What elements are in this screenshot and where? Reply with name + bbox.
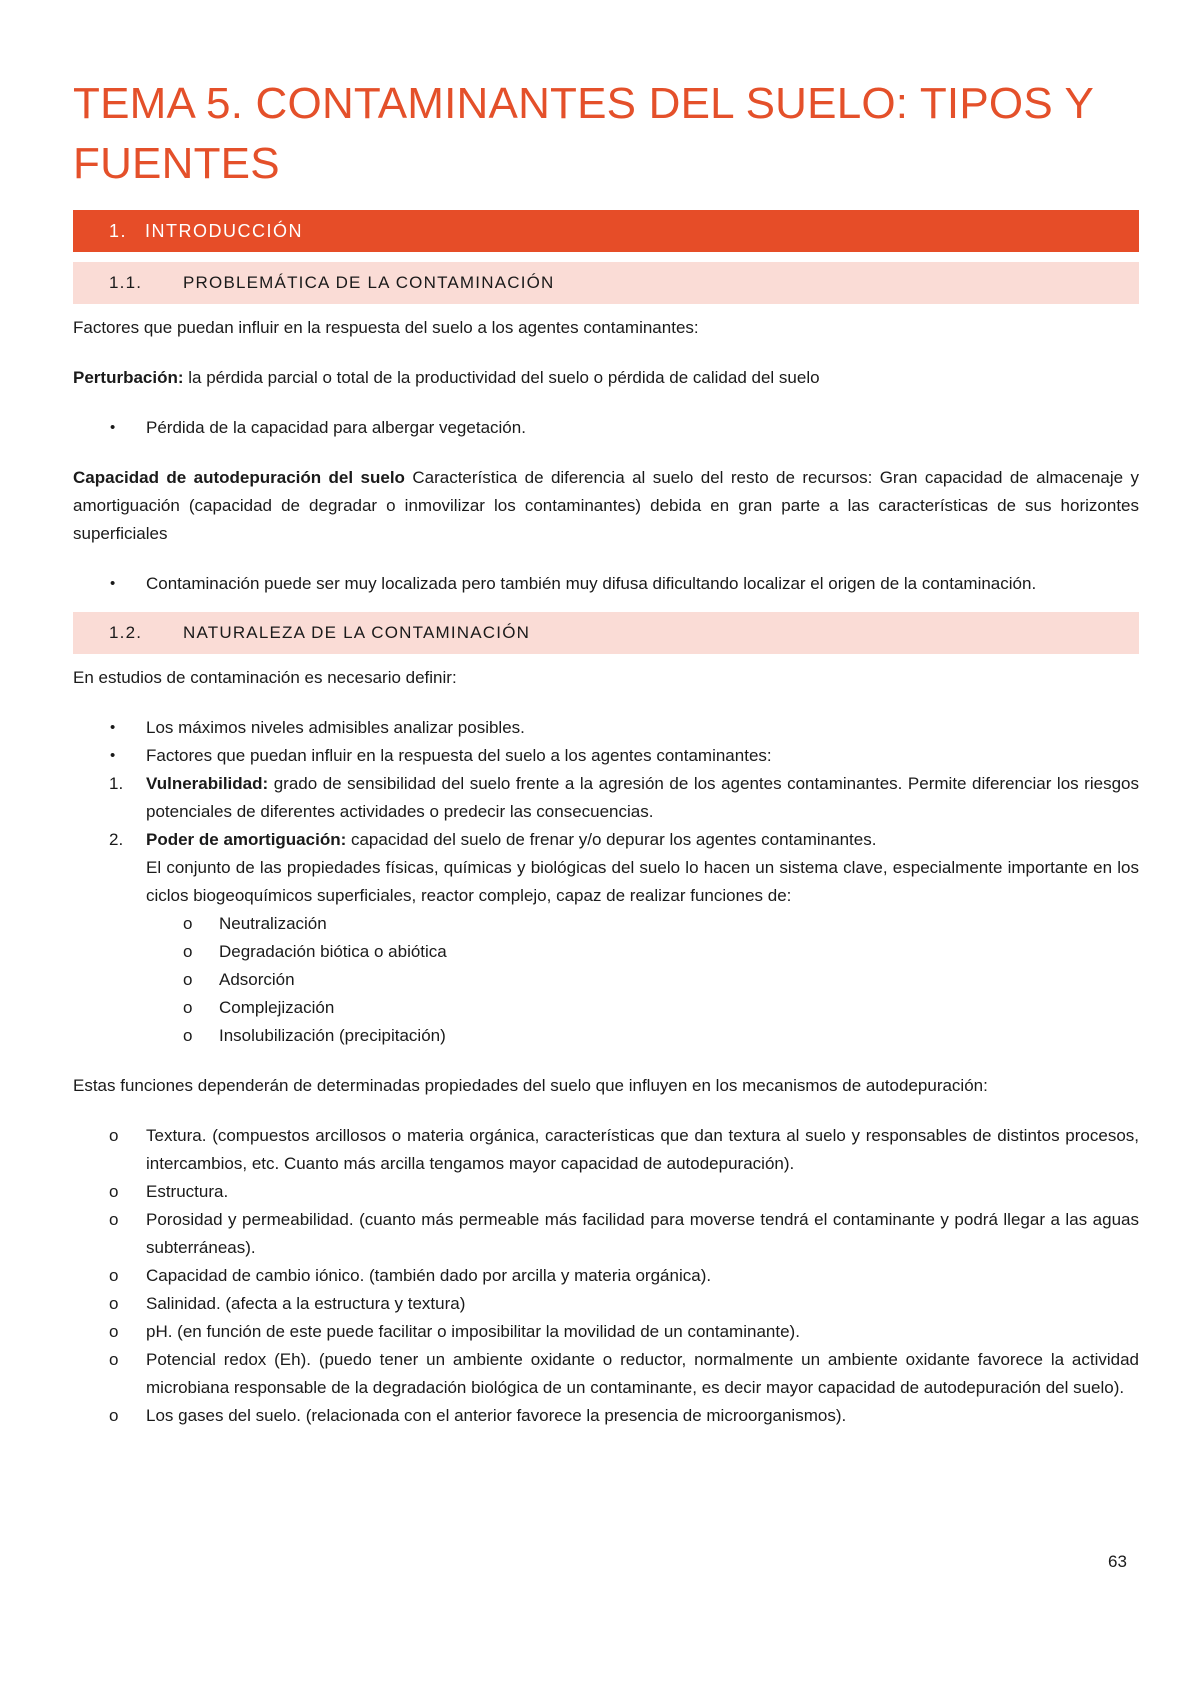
- section-number: 1.: [109, 220, 128, 241]
- bullet-marker: •: [110, 575, 116, 592]
- circle-marker: o: [109, 1294, 119, 1313]
- property-text: Estructura.: [146, 1182, 229, 1201]
- function-text: Insolubilización (precipitación): [219, 1026, 446, 1045]
- property-item: [73, 1122, 1139, 1178]
- function-text: Complejización: [219, 998, 335, 1017]
- subsection-label: NATURALEZA DE LA CONTAMINACIÓN: [183, 623, 531, 642]
- function-text: Adsorción: [219, 970, 295, 989]
- list-item-text: Factores que puedan influir en la respuesta del suelo a los agentes contaminantes:: [146, 746, 772, 765]
- property-text: Porosidad y permeabilidad. (cuanto más permeable más facilidad para moverse tendrá el contaminante y podrá llegar a las aguas subterráneas).: [146, 1210, 1139, 1257]
- property-text: Textura. (compuestos arcillosos o materia orgánica, características que dan textura al suelo y responsables de distintos procesos, intercambios, etc. Cuanto más arcilla tengamos mayor capacidad de autodepuración).: [146, 1126, 1139, 1173]
- circle-marker: o: [183, 1026, 193, 1045]
- subsection-number: 1.2.: [109, 623, 143, 642]
- term-vulnerabilidad: Vulnerabilidad:: [146, 774, 269, 793]
- circle-marker: o: [109, 1322, 119, 1341]
- amortiguacion-extra: El conjunto de las propiedades físicas, químicas y biológicas del suelo lo hacen un sistema clave, especialmente importante en los ciclos biogeoquímicos superficiales, reactor complejo, capaz de realizar funciones de:: [146, 858, 1139, 905]
- list-item: [73, 714, 1139, 742]
- page-title: TEMA 5. CONTAMINANTES DEL SUELO: TIPOS Y FUENTES: [73, 79, 1094, 188]
- definition-vulnerabilidad: grado de sensibilidad del suelo frente a la agresión de los agentes contaminantes. Permite diferenciar los riesgos potenciales de diferentes actividades o predecir las consecuencias.: [146, 774, 1139, 821]
- property-item: [73, 1206, 1139, 1262]
- circle-marker: o: [183, 914, 193, 933]
- property-text: Potencial redox (Eh). (puedo tener un ambiente oxidante o reductor, normalmente un ambiente oxidante favorece la actividad microbiana responsable de la degradación biológica de un contaminante, es decir mayor capacidad de autodepuración del suelo).: [146, 1350, 1139, 1397]
- property-item: [73, 1262, 1139, 1290]
- definition-amortiguacion: capacidad del suelo de frenar y/o depurar los agentes contaminantes.: [346, 830, 877, 849]
- paragraph-autodepuracion: [73, 464, 1139, 548]
- subsection-heading-problematica: [73, 262, 1139, 304]
- list-item: [73, 742, 1139, 770]
- bullet-marker: •: [110, 719, 116, 736]
- paragraph-perturbacion: [73, 364, 1139, 392]
- function-item: [73, 910, 1139, 938]
- circle-marker: o: [109, 1266, 119, 1285]
- function-item: [73, 1022, 1139, 1050]
- function-item: [73, 994, 1139, 1022]
- function-item: [73, 938, 1139, 966]
- list-item-text: Contaminación puede ser muy localizada pero también muy difusa dificultando localizar el origen de la contaminación.: [146, 574, 1037, 593]
- definition-autodepuracion: Característica de diferencia al suelo del resto de recursos: Gran capacidad de almacenaje y amortiguación (capacidad de degradar o inmovilizar los contaminantes) debida en gran parte a las características de sus horizontes superficiales: [73, 468, 1139, 543]
- term-perturbacion: Perturbación:: [73, 368, 184, 387]
- property-item: [73, 1290, 1139, 1318]
- property-item: [73, 1178, 1139, 1206]
- property-text: pH. (en función de este puede facilitar o imposibilitar la movilidad de un contaminante).: [146, 1322, 800, 1341]
- list-item: [73, 414, 1139, 442]
- numbered-item-amortiguacion: [73, 826, 1139, 910]
- property-text: Capacidad de cambio iónico. (también dado por arcilla y materia orgánica).: [146, 1266, 712, 1285]
- property-item: [73, 1346, 1139, 1402]
- bullet-marker: •: [110, 747, 116, 764]
- term-amortiguacion: Poder de amortiguación:: [146, 830, 347, 849]
- list-item-text: Pérdida de la capacidad para albergar vegetación.: [146, 418, 526, 437]
- circle-marker: o: [109, 1182, 119, 1201]
- function-item: [73, 966, 1139, 994]
- circle-marker: o: [109, 1406, 119, 1425]
- definition-perturbacion: la pérdida parcial o total de la productividad del suelo o pérdida de calidad del suelo: [183, 368, 820, 387]
- term-autodepuracion: Capacidad de autodepuración del suelo: [73, 468, 405, 487]
- property-text: Los gases del suelo. (relacionada con el anterior favorece la presencia de microorganismos).: [146, 1406, 847, 1425]
- property-item: [73, 1402, 1139, 1430]
- paragraph-factores: Factores que puedan influir en la respuesta del suelo a los agentes contaminantes:: [73, 318, 699, 337]
- circle-marker: o: [109, 1126, 119, 1145]
- section-label: INTRODUCCIÓN: [145, 220, 303, 241]
- paragraph-funciones: Estas funciones dependerán de determinadas propiedades del suelo que influyen en los mecanismos de autodepuración:: [73, 1076, 988, 1095]
- circle-marker: o: [183, 970, 193, 989]
- circle-marker: o: [183, 942, 193, 961]
- number-marker: 1.: [109, 774, 124, 793]
- number-marker: 2.: [109, 830, 124, 849]
- numbered-item-vulnerabilidad: [73, 770, 1139, 826]
- section-heading-introduccion: [73, 210, 1139, 252]
- page-number: 63: [1108, 1552, 1127, 1571]
- property-item: [73, 1318, 1139, 1346]
- bullet-marker: •: [110, 419, 116, 436]
- function-text: Degradación biótica o abiótica: [219, 942, 447, 961]
- circle-marker: o: [109, 1350, 119, 1369]
- page-content: [73, 74, 1139, 1430]
- circle-marker: o: [109, 1210, 119, 1229]
- paragraph-estudios: En estudios de contaminación es necesario definir:: [73, 668, 457, 687]
- property-text: Salinidad. (afecta a la estructura y textura): [146, 1294, 466, 1313]
- subsection-label: PROBLEMÁTICA DE LA CONTAMINACIÓN: [183, 273, 555, 292]
- circle-marker: o: [183, 998, 193, 1017]
- list-item-text: Los máximos niveles admisibles analizar posibles.: [146, 718, 525, 737]
- function-text: Neutralización: [219, 914, 327, 933]
- list-item: [73, 570, 1139, 598]
- subsection-heading-naturaleza: [73, 612, 1139, 654]
- subsection-number: 1.1.: [109, 273, 143, 292]
